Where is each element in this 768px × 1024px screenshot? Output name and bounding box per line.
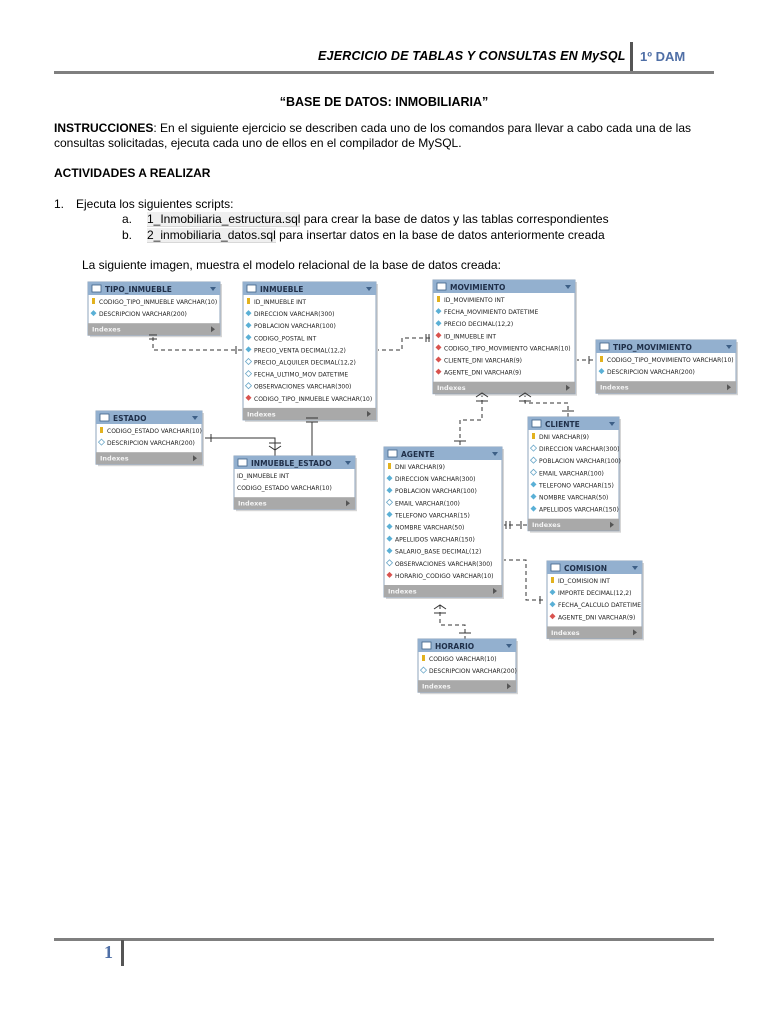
primary-key-icon xyxy=(551,577,554,583)
indexes-label: Indexes xyxy=(100,454,129,463)
instructions-text: : En el siguiente ejercicio se describen cada uno de los comandos para llevar a cabo cada una de las consultas solicitadas, ejecuta cada uno de ellos en el compilador de MySQL. xyxy=(54,121,692,150)
table-title: TIPO_MOVIMIENTO xyxy=(613,343,692,352)
document-title: “BASE DE DATOS: INMOBILIARIA” xyxy=(279,95,489,109)
relation-movimiento-cliente xyxy=(525,393,568,418)
table-column: DNI VARCHAR(9) xyxy=(539,434,589,441)
diagram-caption: La siguiente imagen, muestra el modelo relacional de la base de datos creada: xyxy=(82,258,501,272)
primary-key-icon xyxy=(92,298,95,304)
table-title: TIPO_INMUEBLE xyxy=(105,285,172,294)
relation-estado-inmueble-estado xyxy=(205,438,275,456)
table-cliente[interactable] xyxy=(528,417,621,533)
table-column: OBSERVACIONES VARCHAR(300) xyxy=(395,560,493,568)
table-column: DIRECCION VARCHAR(300) xyxy=(254,311,335,319)
table-column: ID_INMUEBLE INT xyxy=(237,473,290,480)
footer-rule xyxy=(54,938,714,941)
relation-inmueble-movimiento xyxy=(375,338,432,350)
table-column: CODIGO_ESTADO VARCHAR(10) xyxy=(237,485,332,493)
table-column: CODIGO_TIPO_INMUEBLE VARCHAR(10) xyxy=(254,395,373,403)
table-column: APELLIDOS VARCHAR(150) xyxy=(395,536,475,544)
table-column: AGENTE_DNI VARCHAR(9) xyxy=(558,614,636,622)
table-movimiento[interactable] xyxy=(433,280,577,396)
table-comision[interactable] xyxy=(547,561,644,640)
table-column: FECHA_ULTIMO_MOV DATETIME xyxy=(254,371,349,379)
table-icon xyxy=(238,459,247,466)
table-column: EMAIL VARCHAR(100) xyxy=(395,500,460,508)
table-inmueble-estado[interactable] xyxy=(234,456,357,511)
step-1b-text: para insertar datos en la base de datos anteriormente creada xyxy=(275,228,605,242)
step-1-text: Ejecuta los siguientes scripts: xyxy=(76,197,234,211)
table-column: DNI VARCHAR(9) xyxy=(395,464,445,471)
primary-key-icon xyxy=(388,463,391,469)
table-title: INMUEBLE xyxy=(260,285,304,294)
activities-heading: ACTIVIDADES A REALIZAR xyxy=(54,166,211,180)
instructions-label: INSTRUCCIONES xyxy=(54,121,154,135)
indexes-label: Indexes xyxy=(551,628,580,637)
table-column: POBLACION VARCHAR(100) xyxy=(395,488,477,496)
primary-key-icon xyxy=(100,427,103,433)
table-title: CLIENTE xyxy=(545,420,580,429)
header-title: EJERCICIO DE TABLAS Y CONSULTAS EN MySQL xyxy=(318,49,626,63)
table-column: NOMBRE VARCHAR(50) xyxy=(395,524,465,532)
table-column: POBLACION VARCHAR(100) xyxy=(539,458,621,466)
primary-key-icon xyxy=(422,655,425,661)
table-column: APELLIDOS VARCHAR(150) xyxy=(539,506,619,514)
table-icon xyxy=(100,414,109,421)
table-column: DESCRIPCION VARCHAR(200) xyxy=(107,440,195,448)
table-icon xyxy=(247,285,256,292)
table-icon xyxy=(437,283,446,290)
table-estado[interactable] xyxy=(96,411,204,466)
table-column: FECHA_CALCULO DATETIME xyxy=(558,602,642,610)
header-course: 1º DAM xyxy=(640,49,686,64)
table-column: TELEFONO VARCHAR(15) xyxy=(539,482,614,490)
table-icon xyxy=(532,420,541,427)
table-column: PRECIO_VENTA DECIMAL(12,2) xyxy=(254,347,346,355)
primary-key-icon xyxy=(247,298,250,304)
step-1b-letter: b. xyxy=(122,228,133,242)
primary-key-icon xyxy=(437,296,440,302)
table-column: CLIENTE_DNI VARCHAR(9) xyxy=(444,357,522,365)
table-column: TELEFONO VARCHAR(15) xyxy=(395,512,470,520)
table-column: POBLACION VARCHAR(100) xyxy=(254,323,336,331)
table-column: DESCRIPCION VARCHAR(200) xyxy=(607,369,695,377)
table-column: AGENTE_DNI VARCHAR(9) xyxy=(444,369,522,377)
table-column: ID_INMUEBLE INT xyxy=(444,333,497,341)
table-column: DESCRIPCION VARCHAR(200) xyxy=(429,668,517,676)
primary-key-icon xyxy=(532,433,535,439)
indexes-label: Indexes xyxy=(247,410,276,419)
step-1a-letter: a. xyxy=(122,212,133,226)
relation-agente-horario xyxy=(440,605,465,641)
table-title: AGENTE xyxy=(401,450,435,459)
table-inmueble[interactable] xyxy=(243,282,378,422)
table-column: CODIGO_TIPO_MOVIMIENTO VARCHAR(10) xyxy=(444,345,571,353)
table-column: PRECIO DECIMAL(12,2) xyxy=(444,321,514,329)
table-column: EMAIL VARCHAR(100) xyxy=(539,470,604,478)
table-column: OBSERVACIONES VARCHAR(300) xyxy=(254,383,352,391)
table-column: CODIGO_POSTAL INT xyxy=(254,335,317,343)
table-column: CODIGO_ESTADO VARCHAR(10) xyxy=(107,428,202,435)
table-column: SALARIO_BASE DECIMAL(12) xyxy=(395,548,482,556)
indexes-label: Indexes xyxy=(532,521,561,530)
table-column: ID_INMUEBLE INT xyxy=(254,299,307,306)
table-title: HORARIO xyxy=(435,642,475,651)
table-title: MOVIMIENTO xyxy=(450,283,506,292)
page-number: 1 xyxy=(104,942,113,962)
indexes-label: Indexes xyxy=(600,383,629,392)
table-title: COMISION xyxy=(564,564,607,573)
table-column: DIRECCION VARCHAR(300) xyxy=(395,476,476,484)
script-file-datos[interactable]: 2_inmobiliaria_datos.sql xyxy=(147,228,276,242)
step-1-number: 1. xyxy=(54,197,65,211)
table-column: DESCRIPCION VARCHAR(200) xyxy=(99,311,187,319)
table-icon xyxy=(551,564,560,571)
table-column: FECHA_MOVIMIENTO DATETIME xyxy=(444,309,539,317)
primary-key-icon xyxy=(600,356,603,362)
table-column: IMPORTE DECIMAL(12,2) xyxy=(558,590,632,598)
indexes-label: Indexes xyxy=(437,384,466,393)
table-column: CODIGO VARCHAR(10) xyxy=(429,656,497,663)
table-column: CODIGO_TIPO_MOVIMIENTO VARCHAR(10) xyxy=(607,357,734,364)
table-tipo-inmueble[interactable] xyxy=(88,282,222,337)
table-title: INMUEBLE_ESTADO xyxy=(251,459,332,468)
table-column: NOMBRE VARCHAR(50) xyxy=(539,494,609,502)
table-icon xyxy=(422,642,431,649)
table-column: HORARIO_CODIGO VARCHAR(10) xyxy=(395,572,494,580)
table-icon xyxy=(388,450,397,457)
script-file-estructura[interactable]: 1_Inmobiliaria_estructura.sql xyxy=(147,212,301,226)
table-column: PRECIO_ALQUILER DECIMAL(12,2) xyxy=(254,359,356,367)
step-1a-text: para crear la base de datos y las tablas correspondientes xyxy=(300,212,609,226)
table-icon xyxy=(600,343,609,350)
footer-divider xyxy=(121,940,124,966)
table-horario[interactable] xyxy=(418,639,518,694)
table-column: CODIGO_TIPO_INMUEBLE VARCHAR(10) xyxy=(99,299,218,306)
indexes-label: Indexes xyxy=(238,499,267,508)
indexes-label: Indexes xyxy=(422,682,451,691)
table-tipo-movimiento[interactable] xyxy=(596,340,738,395)
table-title: ESTADO xyxy=(113,414,147,423)
table-icon xyxy=(92,285,101,292)
table-agente[interactable] xyxy=(384,447,504,599)
relation-agente-comision xyxy=(502,560,546,600)
table-column: ID_MOVIMIENTO INT xyxy=(444,297,505,304)
table-column: ID_COMISION INT xyxy=(558,578,610,585)
indexes-label: Indexes xyxy=(92,325,121,334)
table-header xyxy=(96,411,202,424)
indexes-label: Indexes xyxy=(388,587,417,596)
table-column: DIRECCION VARCHAR(300) xyxy=(539,446,620,454)
